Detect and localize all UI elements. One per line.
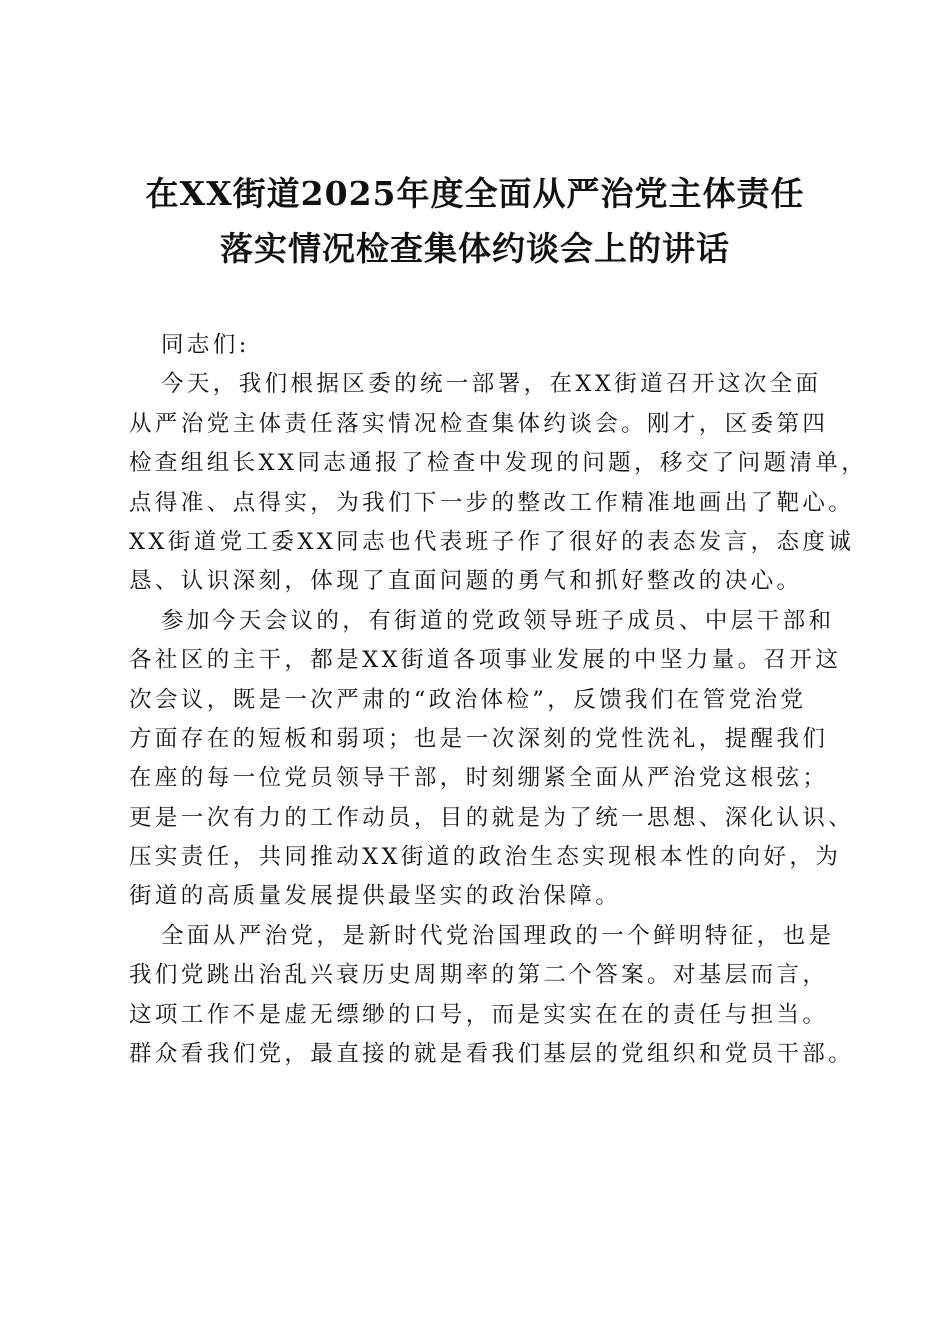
paragraph-line: 这项工作不是虚无缥缈的口号，而是实实在在的责任与担当。	[129, 1001, 829, 1028]
paragraph-line: 从严治党主体责任落实情况检查集体约谈会。刚才，区委第四	[129, 410, 829, 437]
paragraph-line: 次会议，既是一次严肃的“政治体检”，反馈我们在管党治党	[129, 686, 807, 713]
paragraph-line: 今天，我们根据区委的统一部署，在XX街道召开这次全面	[161, 371, 822, 398]
paragraph-line: 压实责任，共同推动XX街道的政治生态实现根本性的向好，为	[129, 844, 842, 871]
paragraph-line: 检查组组长XX同志通报了检查中发现的问题，移交了问题清单，	[129, 450, 868, 477]
paragraph-line: 参加今天会议的，有街道的党政领导班子成员、中层干部和	[161, 607, 835, 634]
title-line: 在XX街道2025年度全面从严治党主体责任	[145, 174, 805, 213]
document-title	[100, 166, 850, 276]
paragraph-line: 点得准、点得实，为我们下一步的整改工作精准地画出了靶心。	[129, 489, 855, 516]
title-line: 落实情况检查集体约谈会上的讲话	[220, 229, 730, 268]
salutation: 同志们:	[161, 332, 250, 358]
paragraph-line: 方面存在的短板和弱项；也是一次深刻的党性洗礼，提醒我们	[129, 725, 829, 752]
paragraph-line: 各社区的主干，都是XX街道各项事业发展的中坚力量。召开这	[129, 647, 842, 674]
paragraph-line: 我们党跳出治乱兴衰历史周期率的第二个答案。对基层而言，	[129, 962, 829, 989]
paragraph-line: 更是一次有力的工作动员，目的就是为了统一思想、深化认识、	[129, 804, 855, 831]
paragraph-line: 在座的每一位党员领导干部，时刻绷紧全面从严治党这根弦；	[129, 765, 829, 792]
paragraph-3	[129, 917, 855, 1075]
paragraph-line: 群众看我们党，最直接的就是看我们基层的党组织和党员干部。	[129, 1041, 855, 1068]
paragraph-line: 恳、认识深刻，体现了直面问题的勇气和抓好整改的决心。	[129, 568, 803, 595]
paragraph-line: 全面从严治党，是新时代党治国理政的一个鲜明特征，也是	[161, 922, 835, 949]
paragraph-1	[129, 365, 868, 601]
paragraph-2	[129, 602, 855, 917]
document-body	[129, 326, 868, 1074]
paragraph-line: XX街道党工委XX同志也代表班子作了很好的表态发言，态度诚	[129, 528, 855, 555]
paragraph-line: 街道的高质量发展提供最坚实的政治保障。	[129, 883, 622, 910]
